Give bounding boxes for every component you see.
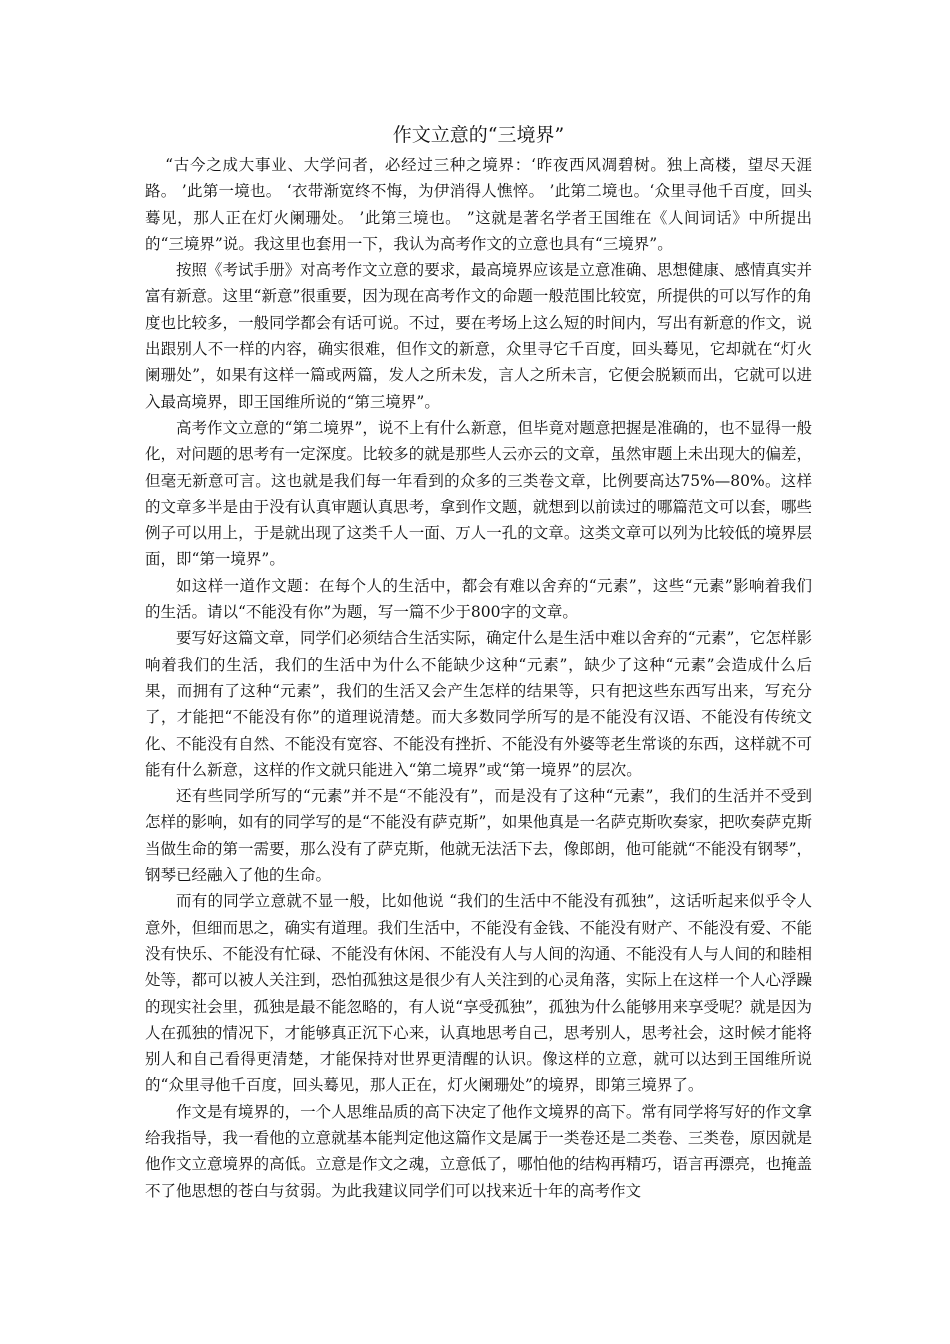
- paragraph-7: 而有的同学立意就不显一般，比如他说 “我们的生活中不能没有孤独”，这话听起来似乎令人意外，但细而思之，确实有道理。我们生活中，不能没有金钱、不能没有财产、不能没有爱、不能没有快乐、不能没有忙碌、不能没有休闲、不能没有人与人间的沟通、不能没有人与人间的和睦相处等，都可以被人关注到，恐怕孤独这是很少有人关注到的心灵角落，实际上在这样一个人心浮躁的现实社会里，孤独是最不能忽略的，有人说“享受孤独”，孤独为什么能够用来享受呢？就是因为人在孤独的情况下，才能够真正沉下心来，认真地思考自己，思考别人，思考社会，这时候才能将别人和自己看得更清楚，才能保持对世界更清醒的认识。像这样的立意，就可以达到王国维所说的“众里寻他千百度，回头蓦见，那人正在，灯火阑珊处”的境界，即第三境界了。: [145, 892, 812, 1095]
- paragraph-3: 高考作文立意的“第二境界”，说不上有什么新意，但毕竟对题意把握是准确的，也不显得一般化，对问题的思考有一定深度。比较多的就是那些人云亦云的文章，虽然审题上未出现大的偏差，但毫无新意可言。这也就是我们每一年看到的众多的三类卷文章，比例要高达75%—80%。这样的文章多半是由于没有认真审题认真思考，拿到作文题，就想到以前读过的哪篇范文可以套，哪些例子可以用上，于是就出现了这类千人一面、万人一孔的文章。这类文章可以列为比较低的境界层面，即“第一境界”。: [145, 418, 812, 569]
- paragraph-2: 按照《考试手册》对高考作文立意的要求，最高境界应该是立意准确、思想健康、感情真实并富有新意。这里“新意”很重要，因为现在高考作文的命题一般范围比较宽，所提供的可以写作的角度也比较多，一般同学都会有话可说。不过，要在考场上这么短的时间内，写出有新意的作文，说出跟别人不一样的内容，确实很难，但作文的新意，众里寻它千百度，回头蓦见，它却就在“灯火阑珊处”，如果有这样一篇或两篇，发人之所未发，言人之所未言，它便会脱颖而出，它就可以进入最高境界，即王国维所说的“第三境界”。: [145, 261, 812, 411]
- paragraph-8: 作文是有境界的，一个人思维品质的高下决定了他作文境界的高下。常有同学将写好的作文拿给我指导，我一看他的立意就基本能判定他这篇作文是属于一类卷还是二类卷、三类卷，原因就是他作文立意境界的高低。立意是作文之魂，立意低了，哪怕他的结构再精巧，语言再漂亮，也掩盖不了他思想的苍白与贫弱。为此我建议同学们可以找来近十年的高考作文: [145, 1102, 812, 1200]
- paragraph-4: 如这样一道作文题：在每个人的生活中，都会有难以舍弃的“元素”，这些“元素”影响着我们的生活。请以“不能没有你”为题，写一篇不少于800字的文章。: [145, 576, 812, 622]
- paragraph-5: 要写好这篇文章，同学们必须结合生活实际，确定什么是生活中难以舍弃的“元素”，它怎样影响着我们的生活，我们的生活中为什么不能缺少这种“元素”，缺少了这种“元素”会造成什么后果，而拥有了这种“元素”，我们的生活又会产生怎样的结果等，只有把这些东西写出来，写充分了，才能把“不能没有你”的道理说清楚。而大多数同学所写的是不能没有汉语、不能没有传统文化、不能没有自然、不能没有宽容、不能没有挫折、不能没有外婆等老生常谈的东西，这样就不可能有什么新意，这样的作文就只能进入“第二境界”或“第一境界”的层次。: [145, 629, 812, 779]
- paragraph-1: “古今之成大事业、大学问者，必经过三种之境界：‘昨夜西风凋碧树。独上高楼，望尽天涯路。 ’此第一境也。 ‘衣带渐宽终不悔，为伊消得人憔悴。 ’此第二境也。‘众里寻他千百度，回头蓦见，那人正在灯火阑珊处。 ’此第三境也。 ”这就是著名学者王国维在《人间词话》中所提出的“三境界”说。我这里也套用一下，我认为高考作文的立意也具有“三境界”。: [145, 156, 812, 253]
- paragraph-6: 还有些同学所写的“元素”并不是“不能没有”，而是没有了这种“元素”，我们的生活并不受到怎样的影响，如有的同学写的是“不能没有萨克斯”，如果他真是一名萨克斯吹奏家，把吹奏萨克斯当做生命的第一需要，那么没有了萨克斯，他就无法活下去，像郎朗，他可能就“不能没有钢琴”，钢琴已经融入了他的生命。: [145, 787, 812, 885]
- document-title: 作文立意的“三境界”: [392, 124, 565, 146]
- document-body: [145, 120, 812, 1204]
